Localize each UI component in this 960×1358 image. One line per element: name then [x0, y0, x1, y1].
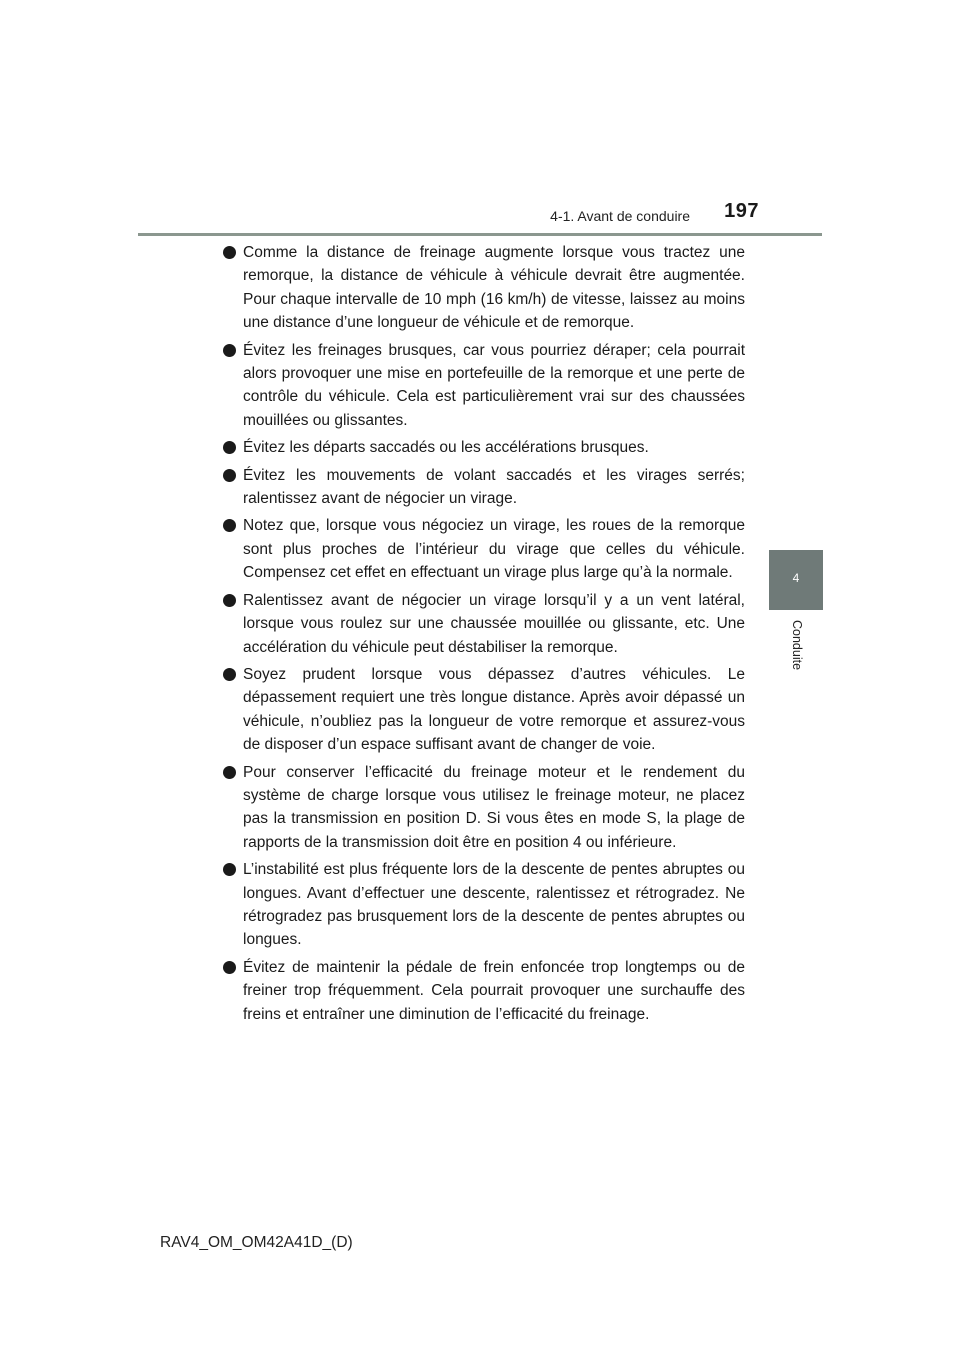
list-item-text: Comme la distance de freinage augmente lorsque vous tractez une remorque, la distance de véhicule à véhicule devrait être augmentée. Pour chaque intervalle de 10 mph (16 km/h) de vitesse, laissez au moins une distance d’une longueur de véhicule et de remorque.	[243, 244, 745, 332]
chapter-label-box	[770, 620, 822, 680]
list-item	[222, 514, 745, 584]
bullet-dot-icon	[223, 344, 236, 357]
list-item	[222, 589, 745, 659]
list-item	[222, 436, 745, 459]
bullet-dot-icon	[223, 766, 236, 779]
bullet-dot-icon	[223, 594, 236, 607]
list-item-text: Évitez les freinages brusques, car vous pourriez déraper; cela pourrait alors provoquer une mise en portefeuille de la remorque et une perte de contrôle du véhicule. Cela est particulièrement vrai sur des chaussées mouillées ou glissantes.	[243, 341, 745, 429]
chapter-label: Conduite	[790, 620, 804, 671]
bullet-dot-icon	[223, 668, 236, 681]
chapter-number: 4	[792, 571, 800, 585]
list-item-text: Notez que, lorsque vous négociez un virage, les roues de la remorque sont plus proches de l’intérieur du virage que celles du véhicule. Compensez cet effet en effectuant un virage plus large qu’à la normale.	[243, 517, 745, 582]
list-item-text: Ralentissez avant de négocier un virage lorsqu’il y a un vent latéral, lorsque vous roulez sur une chaussée mouillée ou glissante, etc. Une accélération du véhicule peut déstabiliser la remorque.	[243, 591, 745, 656]
page-header	[138, 200, 822, 232]
chapter-tab	[769, 550, 823, 610]
list-item	[222, 464, 745, 511]
list-item-text: L’instabilité est plus fréquente lors de la descente de pentes abruptes ou longues. Avant d’effectuer une descente, ralentissez et rétrogradez. Ne rétrogradez pas brusquement lors de la descente de pentes abruptes ou longues.	[243, 861, 745, 949]
list-item	[222, 956, 745, 1026]
list-item	[222, 761, 745, 855]
page-number: 197	[724, 200, 759, 222]
bullet-list	[222, 241, 745, 1030]
bullet-dot-icon	[223, 863, 236, 876]
list-item	[222, 241, 745, 335]
section-title: 4-1. Avant de conduire	[550, 208, 690, 224]
list-item-text: Évitez de maintenir la pédale de frein enfoncée trop longtemps ou de freiner trop fréquemment. Cela pourrait provoquer une surchauffe des freins et entraîner une diminution de l’efficacité du freinage.	[243, 958, 745, 1023]
document-code: RAV4_OM_OM42A41D_(D)	[160, 1234, 353, 1251]
list-item	[222, 858, 745, 952]
list-item-text: Soyez prudent lorsque vous dépassez d’autres véhicules. Le dépassement requiert une très longue distance. Après avoir dépassé un véhicule, n’oubliez pas la longueur de votre remorque et assurez-vous de disposer d’un espace suffisant avant de changer de voie.	[243, 665, 745, 754]
bullet-dot-icon	[223, 519, 236, 532]
bullet-dot-icon	[223, 441, 236, 454]
list-item-text: Pour conserver l’efficacité du freinage moteur et le rendement du système de charge lorsque vous utilisez le freinage moteur, ne placez pas la transmission en position D. Si vous êtes en mode S, la plage de rapports de la transmission doit être en position 4 ou inférieure.	[243, 763, 745, 851]
bullet-dot-icon	[223, 961, 236, 974]
list-item	[222, 663, 745, 757]
bullet-dot-icon	[223, 246, 236, 259]
list-item	[222, 339, 745, 433]
bullet-dot-icon	[223, 469, 236, 482]
list-item-text: Évitez les mouvements de volant saccadés et les virages serrés; ralentissez avant de négocier un virage.	[243, 466, 745, 508]
list-item-text: Évitez les départs saccadés ou les accélérations brusques.	[243, 439, 649, 457]
header-rule	[138, 233, 822, 236]
